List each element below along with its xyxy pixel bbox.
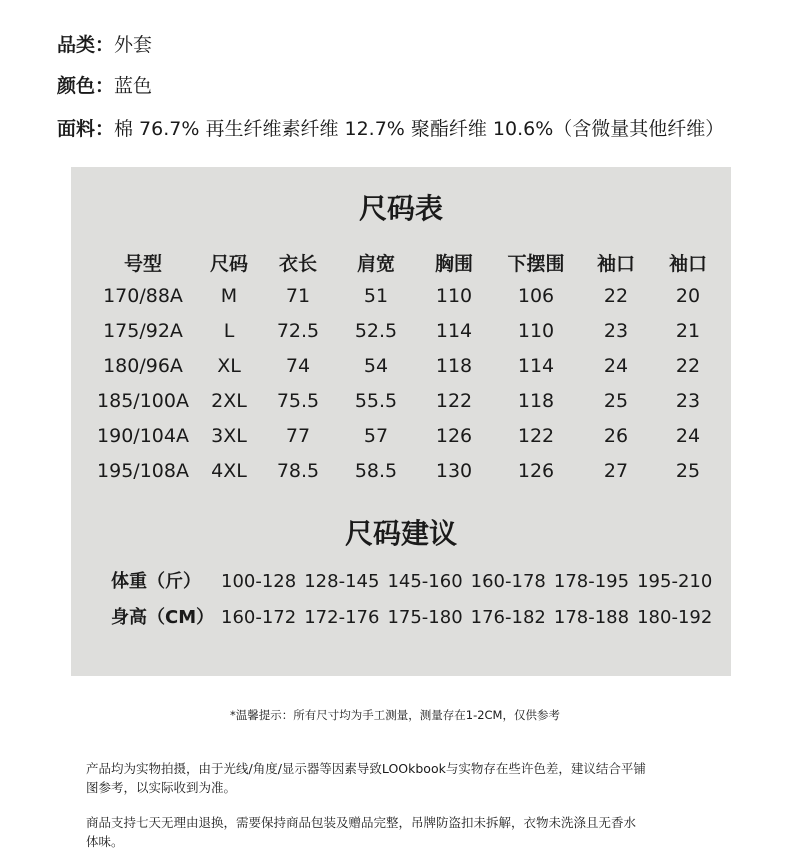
weight-range: 195-210 — [637, 571, 713, 592]
color-label: 颜色： — [57, 75, 115, 97]
column-header: 号型 — [123, 253, 163, 275]
table-cell: 170/88A — [103, 285, 183, 307]
fabric-label: 面料： — [57, 118, 115, 140]
table-cell: 3XL — [211, 425, 247, 447]
table-cell: 122 — [435, 390, 473, 412]
color-disclaimer: 产品均为实物拍摄，由于光线/角度/显示器等因素导致LOOkbook与实物存在些许色差，建议结合平铺图参考，以实际收到为准。 — [86, 761, 646, 795]
table-cell: 110 — [517, 320, 555, 342]
color-line — [57, 71, 152, 98]
color-value: 蓝色 — [114, 75, 153, 97]
table-cell: 195/108A — [97, 460, 189, 482]
weight-range: 145-160 — [387, 571, 463, 592]
table-cell: 130 — [435, 460, 473, 482]
table-cell: 58.5 — [354, 460, 398, 482]
height-range: 175-180 — [387, 607, 463, 628]
table-cell: 190/104A — [97, 425, 189, 447]
table-cell: 21 — [675, 320, 701, 342]
height-row — [111, 603, 720, 629]
table-cell: 24 — [603, 355, 629, 377]
table-cell: 23 — [603, 320, 629, 342]
return-policy: 商品支持七天无理由退换，需要保持商品包装及赠品完整，吊牌防盗扣未拆解，衣物未洗涤且无香水体味。 — [86, 815, 637, 849]
table-cell: 75.5 — [276, 390, 320, 412]
table-cell: 27 — [603, 460, 629, 482]
column-header: 衣长 — [278, 253, 318, 275]
category-label: 品类： — [57, 34, 115, 56]
weight-range: 160-178 — [470, 571, 546, 592]
fabric-value: 棉 76.7% 再生纤维素纤维 12.7% 聚酯纤维 10.6%（含微量其他纤维） — [114, 118, 725, 140]
table-cell: 126 — [517, 460, 555, 482]
height-range: 176-182 — [470, 607, 546, 628]
column-header: 尺码 — [209, 253, 249, 275]
measurement-tip: *温馨提示：所有尺寸均为手工测量，测量存在1-2CM，仅供参考 — [230, 708, 560, 722]
table-cell: 55.5 — [354, 390, 398, 412]
table-cell: 114 — [517, 355, 555, 377]
weight-label: 体重（斤） — [111, 571, 201, 592]
table-cell: 22 — [603, 285, 629, 307]
table-cell: 77 — [285, 425, 311, 447]
table-cell: 4XL — [211, 460, 247, 482]
table-cell: 110 — [435, 285, 473, 307]
column-header: 胸围 — [434, 253, 474, 275]
table-cell: 23 — [675, 390, 701, 412]
table-cell: 71 — [285, 285, 311, 307]
table-cell: 175/92A — [103, 320, 183, 342]
size-panel — [71, 167, 731, 676]
height-label: 身高（CM） — [111, 607, 215, 628]
table-cell: 72.5 — [276, 320, 320, 342]
table-cell: 114 — [435, 320, 473, 342]
table-cell: 122 — [517, 425, 555, 447]
table-cell: 54 — [363, 355, 389, 377]
table-cell: 185/100A — [97, 390, 189, 412]
table-cell: 25 — [603, 390, 629, 412]
column-header: 下摆围 — [507, 253, 565, 275]
height-range: 160-172 — [221, 607, 297, 628]
size-recommend-title: 尺码建议 — [344, 517, 457, 550]
table-cell: 180/96A — [103, 355, 183, 377]
table-cell: 24 — [675, 425, 701, 447]
table-cell: L — [223, 320, 235, 342]
size-table-title: 尺码表 — [358, 192, 443, 225]
height-range: 178-188 — [553, 607, 630, 628]
category-value: 外套 — [114, 34, 153, 56]
table-cell: 78.5 — [276, 460, 320, 482]
table-cell: 25 — [675, 460, 701, 482]
height-range: 172-176 — [304, 607, 380, 628]
table-cell: 118 — [435, 355, 473, 377]
column-header: 袖口 — [668, 253, 708, 275]
table-cell: 57 — [363, 425, 389, 447]
table-cell: 118 — [517, 390, 555, 412]
table-cell: 2XL — [211, 390, 247, 412]
column-header: 袖口 — [596, 253, 636, 275]
table-cell: M — [220, 285, 238, 307]
table-cell: 20 — [675, 285, 701, 307]
weight-range: 100-128 — [221, 571, 297, 592]
category-line — [57, 30, 152, 57]
height-range: 180-192 — [637, 607, 713, 628]
column-header: 肩宽 — [356, 253, 396, 275]
table-cell: 74 — [285, 355, 311, 377]
table-cell: 106 — [517, 285, 555, 307]
table-cell: XL — [217, 355, 241, 377]
weight-range: 178-195 — [553, 571, 630, 592]
weight-range: 128-145 — [304, 571, 380, 592]
table-cell: 26 — [603, 425, 629, 447]
table-cell: 126 — [435, 425, 473, 447]
weight-row — [111, 567, 720, 593]
table-cell: 52.5 — [354, 320, 398, 342]
table-cell: 51 — [363, 285, 389, 307]
fabric-line — [57, 114, 724, 141]
table-cell: 22 — [675, 355, 701, 377]
